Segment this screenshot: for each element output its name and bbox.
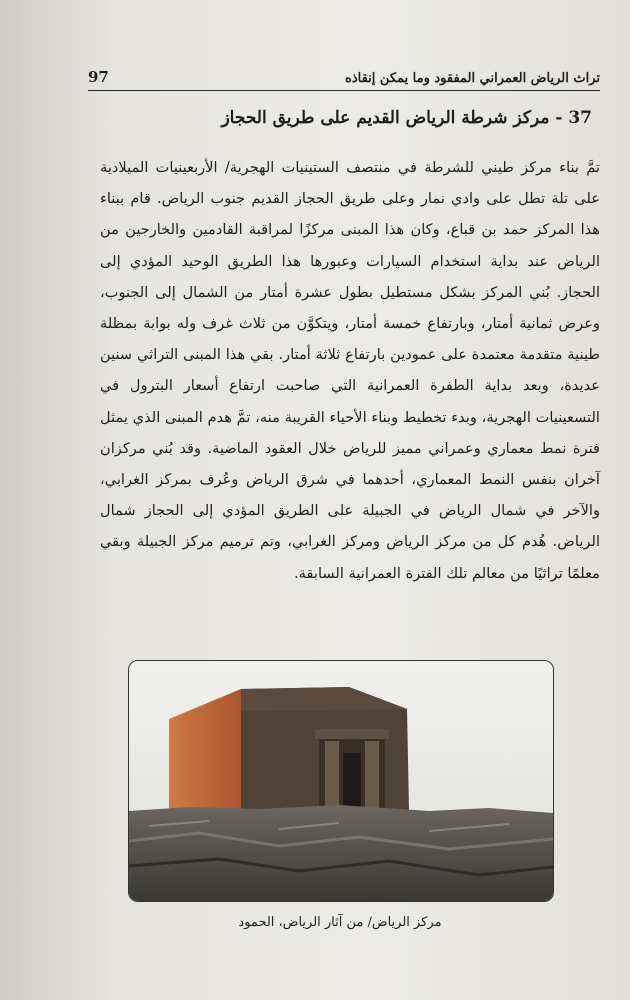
figure-caption: مركز الرياض/ من آثار الرياض، الحمود bbox=[238, 915, 442, 930]
running-header bbox=[88, 58, 600, 91]
body-text bbox=[100, 152, 600, 589]
body-paragraph: تمَّ بناء مركز طيني للشرطة في منتصف الستينيات الهجرية/ الأربعينيات الميلادية على تلة تطل على وادي نمار وعلى طريق الحجاز القديم جنوب الرياض. قام ببناء هذا المركز حمد بن قباع، وكان هذا المبنى مركزًا لمراقبة القادمين والخارجين من الرياض عند بداية استخدام السيارات وعبورها هذا الطريق الوحيد المؤدي إلى الحجاز. بُني المركز بشكل مستطيل بطول عشرة أمتار من الشمال إلى الجنوب، وعرض ثمانية أمتار، وبارتفاع خمسة أمتار، ويتكوَّن من ثلاث غرف وله بوابة بمظلة طينية متقدمة معتمدة على عمودين بارتفاع ثلاثة أمتار. بقي هذا المبنى التراثي سنين عديدة، وبعد بداية الطفرة العمرانية التي صاحبت ارتفاع أسعار البترول في التسعينيات الهجرية، وبدء تخطيط وبناء الأحياء القريبة منه، تمَّ هدم المبنى الذي يمثل فترة نمط معماري وعمراني مميز للرياض خلال العقود الماضية. وقد بُني مركزان آخران بنفس النمط المعماري، أحدهما في شرق الرياض وعُرف بمركز الغرابي، والآخر في شمال الرياض في الجبيلة على الطريق المؤدي إلى الحجاز شمال الرياض. هُدم كل من مركز الرياض ومركز الغرابي، وتم ترميم مركز الجبيلة وبقي معلمًا تراثيًا من معالم تلك الفترة العمرانية السابقة. bbox=[100, 159, 601, 582]
running-title: تراث الرياض العمراني المفقود وما يمكن إنقاذه bbox=[345, 71, 600, 86]
building-photo bbox=[128, 660, 554, 902]
page-number: 97 bbox=[88, 68, 109, 86]
section-heading: 37 - مركز شرطة الرياض القديم على طريق الحجاز bbox=[221, 108, 592, 128]
police-station-ruin-image bbox=[129, 661, 553, 901]
